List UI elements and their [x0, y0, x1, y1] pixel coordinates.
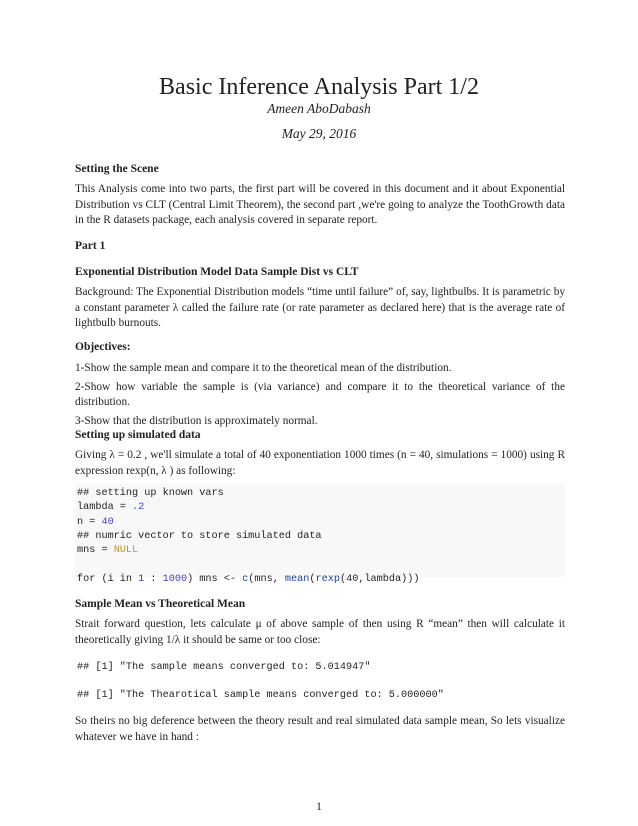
section-heading: Exponential Distribution Model Data Sample Dist vs CLT	[75, 266, 359, 278]
author: Ameen AboDabash	[267, 101, 371, 116]
section-heading: Setting the Scene	[75, 163, 159, 175]
objective-item: 3-Show that the distribution is approximately normal.	[75, 414, 318, 427]
conclusion	[75, 714, 565, 745]
paragraph: Strait forward question, lets calculate μ of above sample of then using R “mean” then will calculate it theoretically giving 1/λ it should be same or too close:	[75, 618, 565, 646]
section-heading: Part 1	[75, 240, 106, 252]
section-setting-the-scene	[75, 163, 565, 229]
paragraph: So theirs no big deference between the theory result and real simulated data sample mean, So lets visualize whatever we have in hand :	[75, 715, 565, 743]
section-part-1	[75, 240, 565, 252]
paragraph: This Analysis come into two parts, the first part will be covered in this document and it about Exponential Distribution vs CLT (Central Limit Theorem), the second part ,we're going to analyze the ToothGrowth data in the R datasets package, each analysis covered in separate report.	[75, 183, 565, 226]
section-setup	[75, 429, 565, 479]
page-number: 1	[316, 801, 322, 813]
code-line: ## numric vector to store simulated data	[77, 530, 322, 542]
code-block	[75, 484, 565, 585]
section-heading: Setting up simulated data	[75, 429, 201, 441]
objective-item: 2-Show how variable the sample is (via variance) and compare it to the theoretical variance of the distribution.	[75, 380, 565, 408]
paragraph: Background: The Exponential Distribution models “time until failure” of, say, lightbulbs. It is parametric by a constant parameter λ called the failure rate (or rate parameter as declared here) that is the average rate of lightbulb burnouts.	[75, 286, 565, 329]
section-heading: Sample Mean vs Theoretical Mean	[75, 598, 246, 610]
document-title: Basic Inference Analysis Part 1/2	[159, 74, 479, 100]
code-line: n = 40	[77, 516, 114, 528]
code-line: ## setting up known vars	[77, 488, 224, 499]
section-objectives	[75, 341, 565, 429]
section-heading: Objectives:	[75, 341, 131, 353]
code-line: lambda = .2	[77, 502, 145, 514]
code-output: ## [1] "The Thearotical sample means converged to: 5.000000"	[77, 690, 444, 701]
objective-item: 1-Show the sample mean and compare it to the theoretical mean of the distribution.	[75, 362, 452, 374]
section-exponential-distribution	[75, 266, 565, 332]
code-output: ## [1] "The sample means converged to: 5.014947"	[77, 662, 371, 673]
code-line: mns = NULL	[77, 545, 139, 557]
date: May 29, 2016	[281, 126, 357, 141]
paragraph: Giving λ = 0.2 , we'll simulate a total of 40 exponentiation 1000 times (n = 40, simulations = 1000) using R expression rexp(n, λ ) as following:	[75, 449, 565, 477]
section-sample-mean	[75, 598, 565, 648]
code-line: for (i in 1 : 1000) mns <- c(mns, mean(rexp(40,lambda)))	[77, 573, 420, 585]
